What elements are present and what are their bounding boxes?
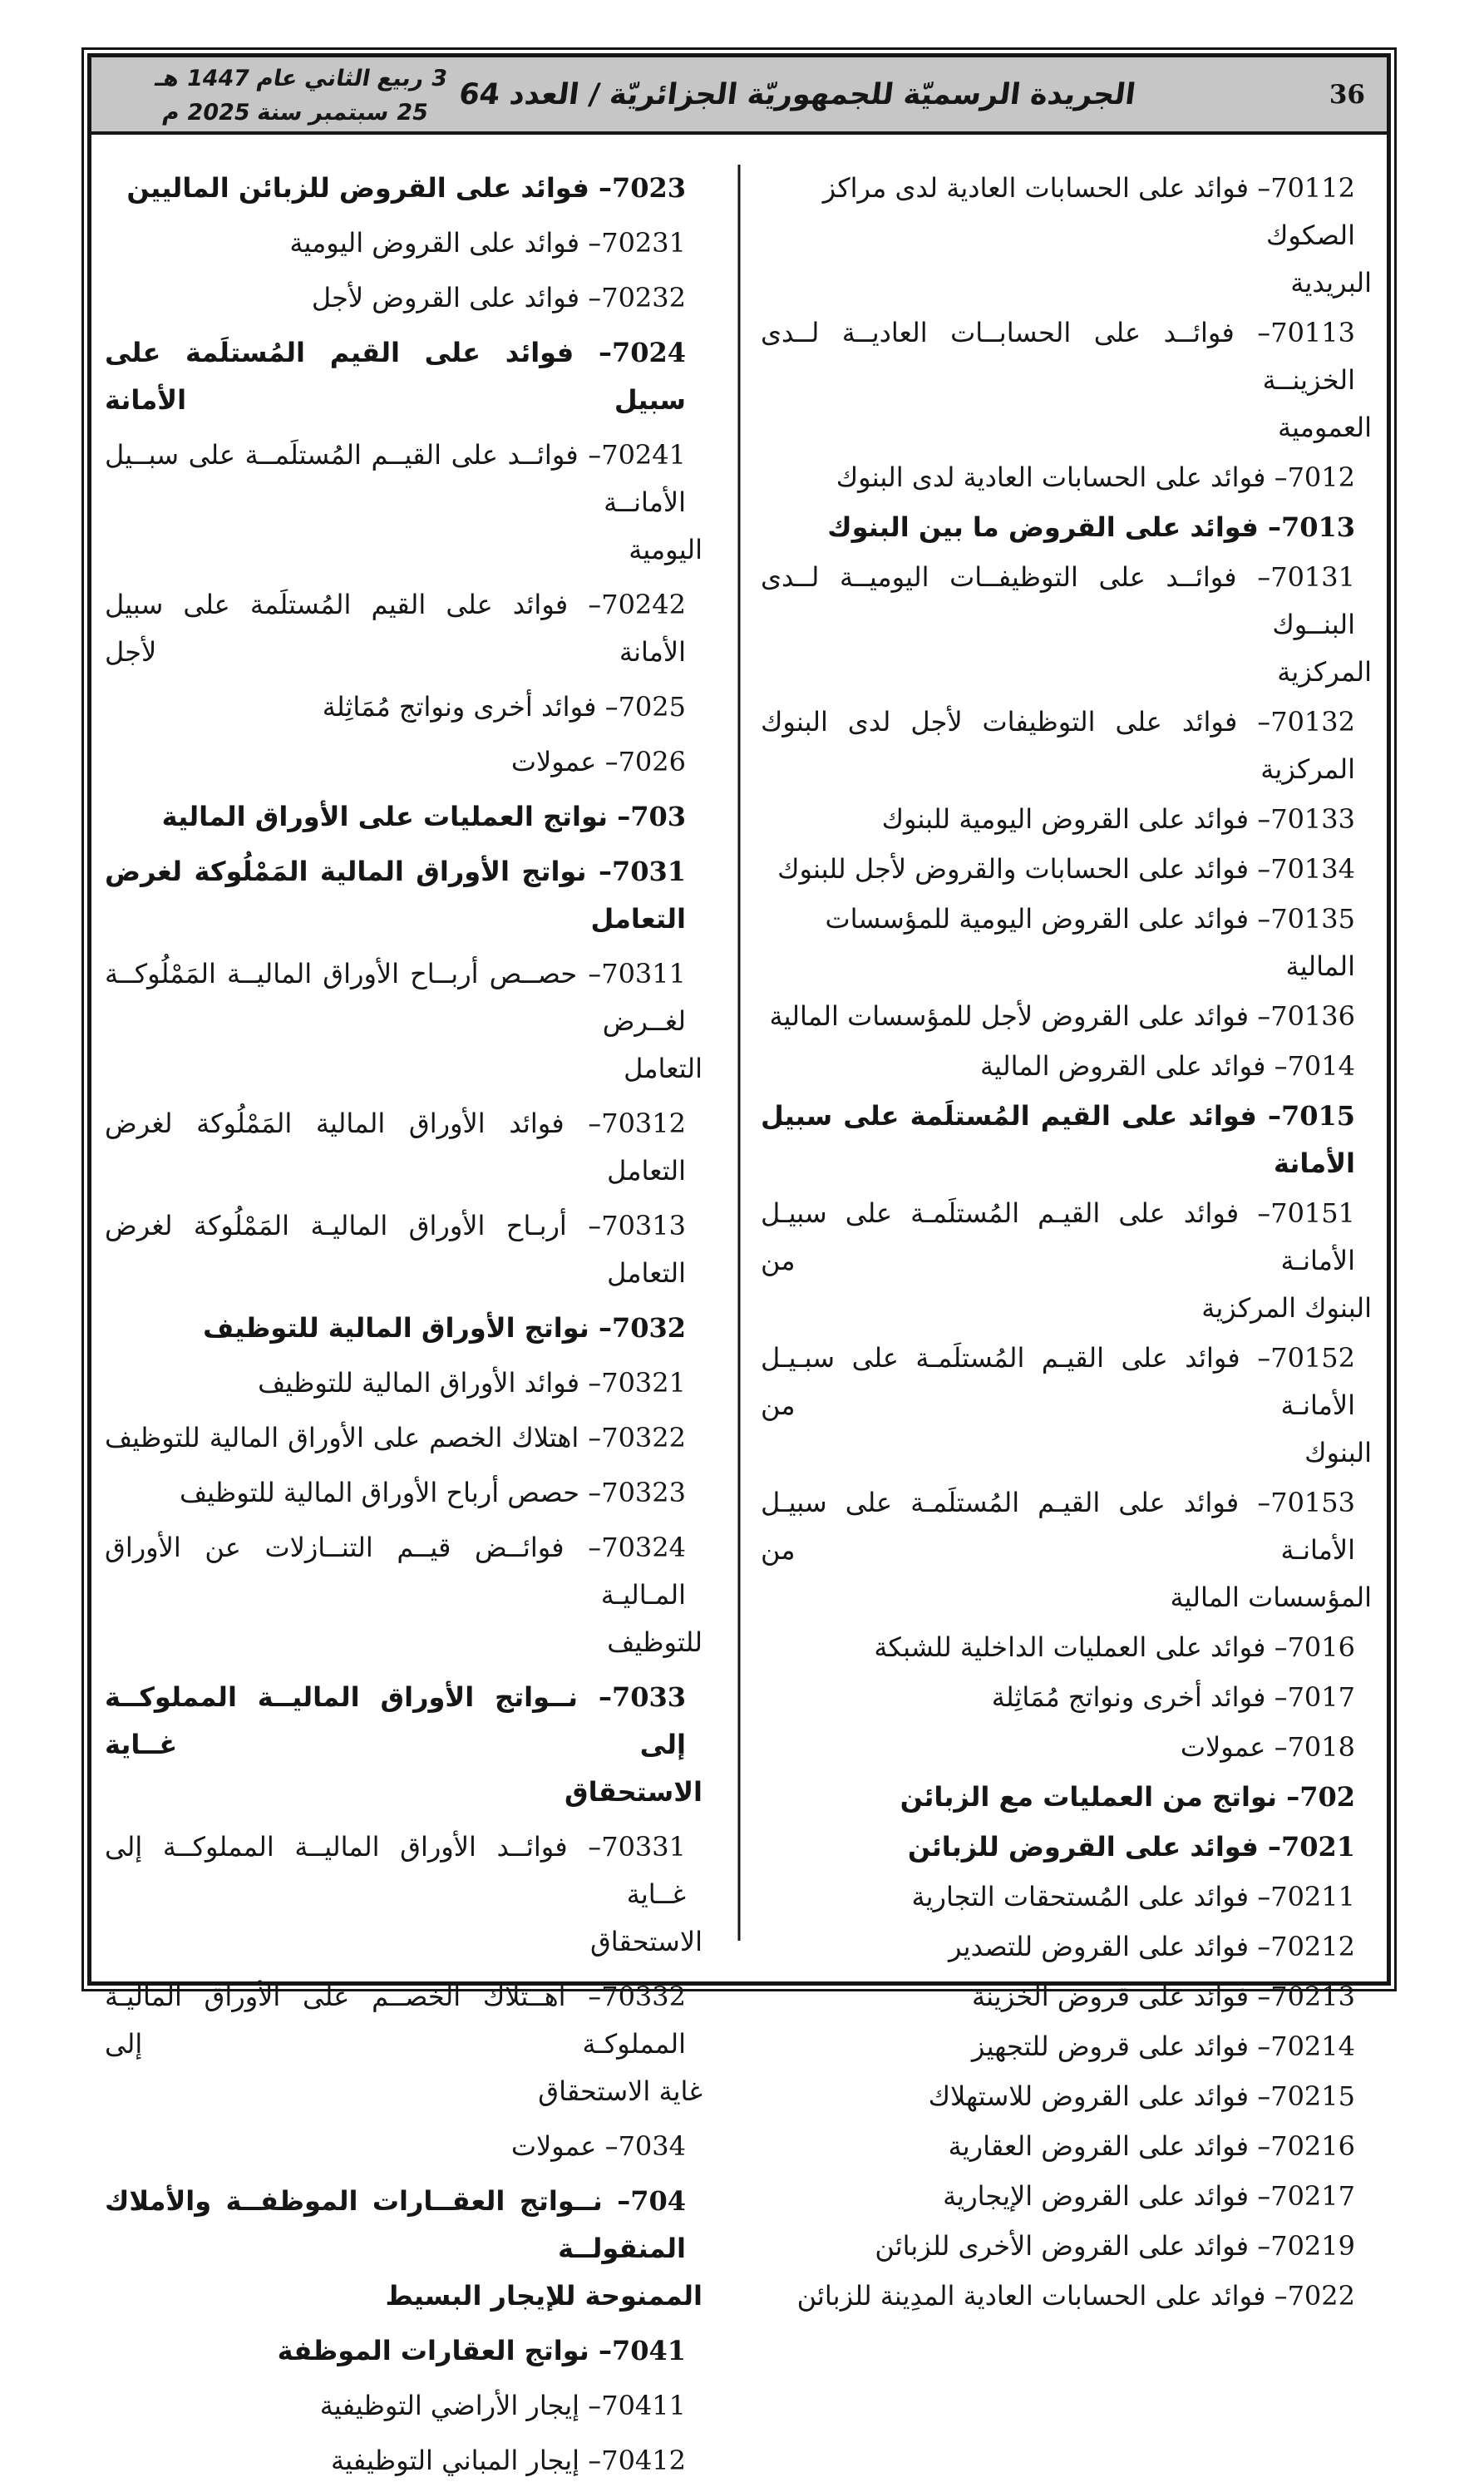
entry-line: 70412– إيجار المباني التوظيفية — [330, 2445, 686, 2476]
entry-line: 704– نــواتج العقــارات الموظفــة والأملاك المنقولــة — [105, 2185, 686, 2264]
entry-line: 70411– إيجار الأراضي التوظيفية — [319, 2390, 686, 2421]
account-entry-7017 — [761, 1674, 1377, 1721]
account-entry-70322 — [105, 1414, 707, 1462]
account-entry-70311 — [105, 950, 707, 1093]
entry-line: اليومية — [629, 534, 703, 565]
entry-line: 7021– فوائد على القروض للزبائن — [907, 1831, 1355, 1863]
entry-line: 7024– فوائد على القيم المُستلَمة على سبيل الأمانة — [105, 337, 686, 416]
entry-line: 7041– نواتج العقارات الموظفة — [277, 2335, 686, 2366]
account-number: 7013 — [1280, 511, 1355, 543]
account-number: 70151 — [1270, 1197, 1355, 1229]
account-number: 70152 — [1270, 1342, 1355, 1374]
account-number: 703 — [630, 801, 686, 832]
entry-line: البنوك المركزية — [1201, 1292, 1372, 1324]
account-number: 7033 — [611, 1681, 686, 1713]
account-number: 70131 — [1270, 561, 1355, 593]
account-number: 70113 — [1270, 317, 1355, 348]
account-entry-7025 — [105, 683, 707, 731]
account-entry-7026 — [105, 738, 707, 786]
account-entry-7016 — [761, 1624, 1377, 1671]
page-number: 36 — [1329, 79, 1365, 110]
account-entry-7024 — [105, 329, 707, 424]
account-number: 70412 — [601, 2445, 686, 2476]
account-entry-70217 — [761, 2173, 1377, 2220]
account-number: 7026 — [618, 746, 686, 777]
entry-line: 7023– فوائد على القروض للزبائن الماليين — [126, 172, 686, 204]
account-entry-70231 — [105, 220, 707, 267]
account-number: 7031 — [611, 856, 686, 887]
account-entry-70136 — [761, 993, 1377, 1040]
account-number: 7014 — [1287, 1050, 1355, 1082]
account-entry-70131 — [761, 554, 1377, 696]
entry-line: 70212– فوائد على القروض للتصدير — [949, 1931, 1355, 1962]
page-frame — [81, 47, 1397, 2476]
account-entry-70332 — [105, 1973, 707, 2115]
entry-line: 70134– فوائد على الحسابات والقروض لأجل للبنوك — [777, 853, 1355, 885]
account-entry-70331 — [105, 1823, 707, 1966]
account-number: 70215 — [1270, 2080, 1355, 2112]
account-entry-7015 — [761, 1093, 1377, 1187]
entry-line: 70323– حصص أرباح الأوراق المالية للتوظيف — [179, 1477, 686, 1508]
account-number: 7012 — [1287, 461, 1355, 493]
account-entry-7022 — [761, 2272, 1377, 2320]
account-entry-7033 — [105, 1674, 707, 1816]
entry-line: 702– نواتج من العمليات مع الزبائن — [900, 1781, 1355, 1813]
entry-line: 7018– عمولات — [1180, 1731, 1355, 1763]
account-entry-7034 — [105, 2123, 707, 2170]
account-entry-70241 — [105, 432, 707, 574]
entry-line: 70133– فوائد على القروض اليومية للبنوك — [881, 803, 1355, 835]
account-entry-70214 — [761, 2023, 1377, 2070]
account-number: 70132 — [1270, 706, 1355, 738]
account-number: 70216 — [1270, 2130, 1355, 2162]
issue-dates — [114, 62, 483, 130]
account-entry-7041 — [105, 2327, 707, 2375]
entry-line: البريدية — [1290, 267, 1372, 299]
account-number: 70211 — [1270, 1881, 1355, 1912]
entry-line: 70232– فوائد على القروض لأجل — [311, 282, 686, 313]
entry-line: الممنوحة للإيجار البسيط — [385, 2280, 703, 2312]
entry-line: 70211– فوائد على المُستحقات التجارية — [911, 1881, 1355, 1912]
account-entry-7023 — [105, 165, 707, 212]
account-number: 7022 — [1287, 2280, 1355, 2312]
entry-line: 7013– فوائد على القروض ما بين البنوك — [827, 511, 1355, 543]
account-number: 70217 — [1270, 2180, 1355, 2212]
entry-line: العمومية — [1277, 412, 1372, 443]
account-entry-7032 — [105, 1305, 707, 1352]
account-entry-70133 — [761, 796, 1377, 843]
account-number: 7021 — [1280, 1831, 1355, 1863]
entry-line: 7026– عمولات — [510, 746, 686, 777]
entry-line: 7034– عمولات — [510, 2130, 686, 2162]
page-inner-frame — [87, 53, 1391, 2476]
account-entry-70321 — [105, 1359, 707, 1407]
entry-line: 70136– فوائد على القروض لأجل للمؤسسات المالية — [769, 1000, 1355, 1032]
entry-line: غاية الاستحقاق — [538, 2075, 703, 2107]
entry-line: 70153– فوائد على القيـم المُستلَمـة على سبيـل الأمانـة من — [761, 1487, 1355, 1566]
entry-line: 70135– فوائد على القروض اليومية للمؤسسات المالية — [825, 903, 1355, 982]
account-entry-70134 — [761, 846, 1377, 893]
entry-line: 7015– فوائد على القيم المُستلَمة على سبيل الأمانة — [761, 1100, 1355, 1179]
account-entry-70213 — [761, 1973, 1377, 2021]
entry-line: 70215– فوائد على القروض للاستهلاك — [928, 2080, 1355, 2112]
entry-line: 7022– فوائد على الحسابات العادية المدِينة للزبائن — [796, 2280, 1355, 2312]
account-entry-70113 — [761, 309, 1377, 452]
account-number: 70311 — [601, 958, 686, 989]
account-entry-70232 — [105, 274, 707, 322]
account-number: 70213 — [1270, 1981, 1355, 2012]
entry-line: 70219– فوائد على القروض الأخرى للزبائن — [875, 2230, 1355, 2262]
header-band — [91, 57, 1387, 135]
account-number: 7034 — [618, 2130, 686, 2162]
account-number: 70313 — [601, 1210, 686, 1241]
account-entry-7018 — [761, 1724, 1377, 1771]
entry-line: 70217– فوائد على القروض الإيجارية — [943, 2180, 1355, 2212]
account-number: 70323 — [601, 1477, 686, 1508]
account-entry-70151 — [761, 1190, 1377, 1332]
account-entry-702 — [761, 1774, 1377, 1821]
account-number: 70332 — [601, 1981, 686, 2012]
entry-line: 70331– فوائــد الأوراق الماليــة المملوكــة إلى غــاية — [105, 1831, 686, 1910]
entry-line: 70152– فوائد على القيـم المُستلَمـة على سبـيـل الأمانـة من — [761, 1342, 1355, 1421]
account-number: 70232 — [601, 282, 686, 313]
account-entry-70211 — [761, 1873, 1377, 1921]
account-number: 7041 — [611, 2335, 686, 2366]
account-entry-704 — [105, 2178, 707, 2320]
account-entry-7012 — [761, 454, 1377, 501]
account-entry-70324 — [105, 1524, 707, 1666]
entry-line: 70113– فوائــد على الحسابــات العاديــة لــدى الخزينــة — [761, 317, 1355, 396]
account-entry-7031 — [105, 848, 707, 943]
gregorian-date: 25 سبتمبر سنة 2025 م — [160, 100, 431, 126]
account-entry-70216 — [761, 2123, 1377, 2170]
entry-line: 7012– فوائد على الحسابات العادية لدى البنوك — [836, 461, 1355, 493]
account-entry-70313 — [105, 1202, 707, 1297]
entry-line: 70313– أربـاح الأوراق الماليـة المَمْلُوكة لغرض التعامل — [105, 1210, 686, 1289]
gazette-title: الجريدة الرسميّة للجمهوريّة الجزائريّة / العدد 64 — [456, 77, 1138, 111]
content-columns — [91, 135, 1387, 2492]
entry-line: 70132– فوائد على التوظيفات لأجل لدى البنوك المركزية — [761, 706, 1355, 785]
entry-line: 703– نواتج العمليات على الأوراق المالية — [161, 801, 686, 832]
account-number: 70324 — [601, 1532, 686, 1563]
account-number: 70241 — [601, 439, 686, 471]
column-left — [91, 165, 739, 2492]
entry-line: 70216– فوائد على القروض العقارية — [948, 2130, 1355, 2162]
account-number: 7024 — [611, 337, 686, 368]
account-number: 70136 — [1270, 1000, 1355, 1032]
account-entry-70215 — [761, 2073, 1377, 2120]
hijri-date: 3 ربيع الثاني عام 1447 هـ — [153, 66, 450, 91]
entry-line: المركزية — [1277, 656, 1372, 688]
entry-line: 70312– فوائد الأوراق المالية المَمْلُوكة لغرض التعامل — [105, 1108, 686, 1187]
account-entry-70135 — [761, 896, 1377, 990]
account-entry-70112 — [761, 165, 1377, 307]
entry-line: 70131– فوائــد على التوظيفــات اليوميــة لــدى البنــوك — [761, 561, 1355, 640]
account-entry-70212 — [761, 1923, 1377, 1971]
account-number: 7023 — [611, 172, 686, 204]
account-number: 70133 — [1270, 803, 1355, 835]
column-divider — [738, 165, 741, 1941]
account-number: 70231 — [601, 227, 686, 259]
account-number: 704 — [630, 2185, 686, 2217]
account-entry-70132 — [761, 698, 1377, 793]
account-number: 70321 — [601, 1367, 686, 1399]
account-entry-7014 — [761, 1043, 1377, 1090]
entry-line: 70324– فوائــض قيــم التنــازلات عن الأوراق المـاليـة — [105, 1532, 686, 1611]
account-entry-70242 — [105, 581, 707, 676]
account-entry-70219 — [761, 2223, 1377, 2270]
account-number: 70212 — [1270, 1931, 1355, 1962]
account-entry-703 — [105, 793, 707, 841]
account-entry-7013 — [761, 504, 1377, 551]
account-number: 70214 — [1270, 2031, 1355, 2062]
entry-line: الاستحقاق — [564, 1776, 703, 1808]
account-number: 70242 — [601, 589, 686, 620]
account-entry-70312 — [105, 1100, 707, 1195]
account-number: 7025 — [618, 691, 686, 723]
entry-line: 7033– نــواتج الأوراق الماليــة المملوكــة إلى غــاية — [105, 1681, 686, 1760]
entry-line: 7032– نواتج الأوراق المالية للتوظيف — [203, 1312, 686, 1344]
account-number: 7018 — [1287, 1731, 1355, 1763]
entry-line: 7016– فوائد على العمليات الداخلية للشبكة — [874, 1631, 1355, 1663]
account-entry-70323 — [105, 1469, 707, 1517]
entry-line: 70241– فوائــد على القيــم المُستلَمــة على سبــيل الأمانــة — [105, 439, 686, 518]
account-number: 7016 — [1287, 1631, 1355, 1663]
account-number: 70312 — [601, 1108, 686, 1139]
entry-line: 70311– حصــص أربــاح الأوراق الماليــة المَمْلُوكــة لغــرض — [105, 958, 686, 1037]
account-number: 70135 — [1270, 903, 1355, 935]
entry-line: الاستحقاق — [589, 1926, 703, 1957]
entry-line: 70213– فوائد على قروض الخزينة — [971, 1981, 1355, 2012]
account-number: 7017 — [1287, 1681, 1355, 1713]
account-entry-70152 — [761, 1335, 1377, 1477]
account-number: 70112 — [1270, 172, 1355, 204]
entry-line: 7017– فوائد أخرى ونواتج مُمَاثِلة — [991, 1681, 1355, 1713]
entry-line: للتوظيف — [607, 1626, 703, 1658]
account-entry-70412 — [105, 2437, 707, 2485]
account-number: 70411 — [601, 2390, 686, 2421]
entry-line: 70322– اهتلاك الخصم على الأوراق المالية للتوظيف — [105, 1422, 686, 1453]
entry-line: 70112– فوائد على الحسابات العادية لدى مراكز الصكوك — [822, 172, 1355, 251]
entry-line: 70151– فوائد على القيـم المُستلَمـة على سبيـل الأمانـة من — [761, 1197, 1355, 1276]
account-number: 70134 — [1270, 853, 1355, 885]
entry-line: التعامل — [624, 1053, 703, 1084]
account-number: 70153 — [1270, 1487, 1355, 1518]
account-number: 7032 — [611, 1312, 686, 1344]
account-number: 70219 — [1270, 2230, 1355, 2262]
entry-line: 70332– اهــتلاك الخصــم على الأوراق الماليـة المملوكـة إلى — [105, 1981, 686, 2060]
entry-line: المؤسسات المالية — [1170, 1582, 1372, 1613]
account-number: 702 — [1299, 1781, 1355, 1813]
entry-line: 70231– فوائد على القروض اليومية — [289, 227, 686, 259]
entry-line: 7031– نواتج الأوراق المالية المَمْلُوكة لغرض التعامل — [105, 856, 686, 935]
account-number: 70331 — [601, 1831, 686, 1863]
entry-line: البنوك — [1304, 1437, 1372, 1468]
account-entry-7021 — [761, 1823, 1377, 1871]
entry-line: 70242– فوائد على القيم المُستلَمة على سبيل الأمانة لأجل — [105, 589, 686, 668]
column-right — [739, 165, 1387, 2322]
entry-line: 7025– فوائد أخرى ونواتج مُمَاثِلة — [322, 691, 686, 723]
account-entry-70411 — [105, 2382, 707, 2430]
account-number: 7015 — [1280, 1100, 1355, 1132]
entry-line: 70321– فوائد الأوراق المالية للتوظيف — [258, 1367, 686, 1399]
entry-line: 70214– فوائد على قروض للتجهيز — [971, 2031, 1355, 2062]
account-entry-70153 — [761, 1479, 1377, 1621]
account-number: 70322 — [601, 1422, 686, 1453]
entry-line: 7014– فوائد على القروض المالية — [980, 1050, 1355, 1082]
